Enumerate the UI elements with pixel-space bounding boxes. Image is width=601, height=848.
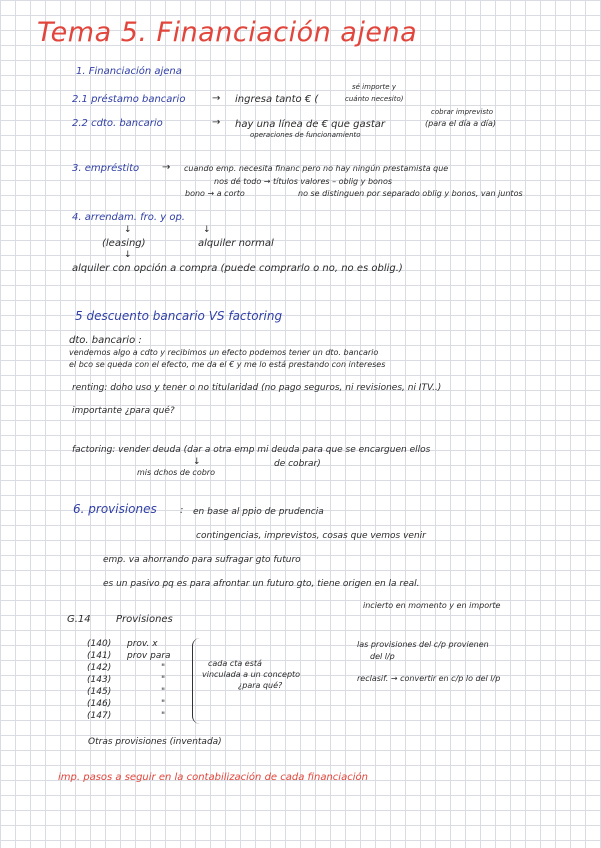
g14-code: (143) [87, 675, 112, 685]
arrow: → [212, 93, 221, 104]
factoring-line: mis dchos de cobro [137, 468, 215, 477]
g14-code: (147) [87, 711, 112, 721]
prestamo-text: ingresa tanto € ( [235, 94, 319, 105]
provisiones-line: en base al ppio de prudencia [193, 507, 324, 517]
section-6-heading: 6. provisiones [73, 502, 157, 516]
arrow-down: ↓ [124, 225, 132, 235]
g14-code: (146) [87, 699, 112, 709]
brace-note: vinculada a un concepto [202, 670, 301, 679]
importante-line: importante ¿para qué? [72, 406, 175, 416]
g14-code: (140) [87, 639, 112, 649]
page-title: Tema 5. Financiación ajena [37, 17, 418, 48]
provisiones-line: contingencias, imprevistos, cosas que vemos venir [196, 531, 426, 541]
section-1-heading: 1. Financiación ajena [76, 66, 182, 77]
credito-note: cobrar imprevisto [431, 108, 493, 116]
credito-text: hay una línea de € que gastar [235, 119, 385, 130]
section-5-heading: 5 descuento bancario VS factoring [75, 309, 283, 323]
arrow-down: ↓ [193, 457, 201, 467]
factoring-line: de cobrar) [274, 459, 321, 469]
otras-provisiones: Otras provisiones (inventada) [88, 737, 222, 747]
prestamo-note: sé importe y [352, 83, 396, 91]
renting-line: renting: doho uso y tener o no titularidad (no pago seguros, ni revisiones, ni ITV..) [72, 383, 442, 393]
g14-label: G.14 [67, 614, 91, 625]
g14-text: " [161, 663, 166, 673]
emprestito-line: no se distinguen por separado oblig y bonos, van juntos [298, 189, 523, 198]
g14-text: " [161, 711, 166, 721]
arrow: → [162, 162, 171, 173]
brace-note: cada cta está [208, 659, 262, 668]
g14-code: (142) [87, 663, 112, 673]
g14-text: prov para [127, 651, 171, 661]
provisiones-line: incierto en momento y en importe [363, 601, 501, 610]
leasing-label: (leasing) [102, 238, 146, 249]
dto-line: vendemos algo a cdto y recibimos un efecto podemos tener un dto. bancario [69, 348, 379, 357]
g14-text: " [161, 699, 166, 709]
dto-label: dto. bancario : [69, 335, 142, 346]
emprestito-line: bono → a corto [185, 189, 245, 198]
brace [192, 638, 201, 724]
alquiler-label: alquiler normal [198, 238, 274, 249]
credito-sub: operaciones de funcionamiento [250, 131, 361, 139]
emprestito-line: nos dé todo → títulos valores – oblig y bonos [214, 177, 393, 186]
reclasif-line: del l/p [370, 652, 395, 661]
prestamo-note: cuánto necesito) [345, 95, 404, 103]
arrendamiento-line: alquiler con opción a compra (puede comprarlo o no, no es oblig.) [72, 263, 403, 274]
g14-title: Provisiones [116, 614, 173, 625]
footer-note: imp. pasos a seguir en la contabilización de cada financiación [58, 772, 368, 783]
g14-code: (141) [87, 651, 112, 661]
reclasif-line: reclasif. → convertir en c/p lo del l/p [357, 674, 501, 683]
prestamo-label: 2.1 préstamo bancario [72, 94, 186, 105]
credito-note: (para el día a día) [425, 119, 497, 128]
arrow: → [212, 117, 221, 128]
section-4-heading: 4. arrendam. fro. y op. [72, 212, 185, 223]
g14-text: prov. x [127, 639, 158, 649]
dto-line: el bco se queda con el efecto, me da el € y me lo está prestando con intereses [69, 360, 386, 369]
provisiones-line: es un pasivo pq es para afrontar un futuro gto, tiene origen en la real. [103, 579, 420, 589]
factoring-line: factoring: vender deuda (dar a otra emp mi deuda para que se encarguen ellos [72, 445, 431, 455]
emprestito-line: cuando emp. necesita financ pero no hay ningún prestamista que [184, 164, 449, 173]
g14-text: " [161, 675, 166, 685]
arrow-down: ↓ [203, 225, 211, 235]
g14-code: (145) [87, 687, 112, 697]
credito-label: 2.2 cdto. bancario [72, 118, 163, 129]
provisiones-line: emp. va ahorrando para sufragar gto futuro [103, 555, 301, 565]
g14-text: " [161, 687, 166, 697]
reclasif-line: las provisiones del c/p provienen [357, 640, 489, 649]
brace-note: ¿para qué? [238, 681, 283, 690]
section-3-heading: 3. empréstito [72, 163, 140, 174]
arrow-down: ↓ [124, 250, 132, 260]
colon: : [180, 505, 184, 516]
